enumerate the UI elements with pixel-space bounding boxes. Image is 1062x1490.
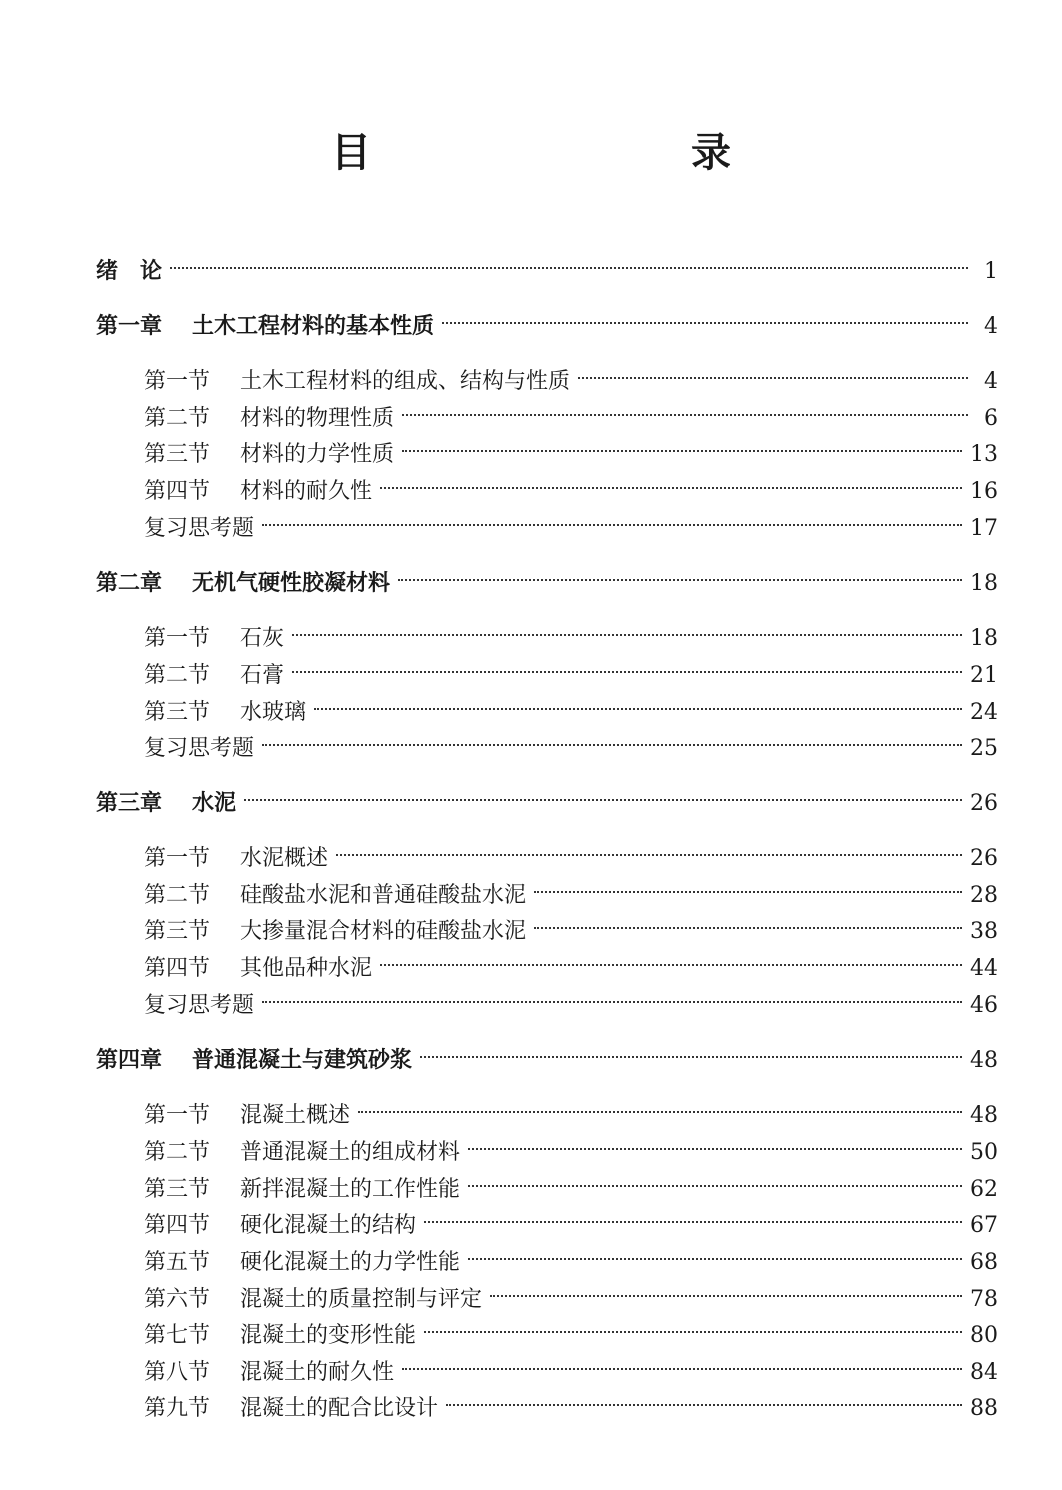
toc-section-entry[interactable] bbox=[144, 1092, 998, 1128]
entry-page-number: 26 bbox=[970, 791, 998, 816]
entry-title: 普通混凝土与建筑砂浆 bbox=[192, 1048, 413, 1073]
entry-page-number: 18 bbox=[970, 626, 998, 651]
toc-chapter-entry[interactable] bbox=[96, 248, 998, 284]
entry-number: 复习思考题 bbox=[144, 516, 255, 541]
entry-number: 第三节 bbox=[144, 919, 211, 944]
entry-number: 第一节 bbox=[144, 626, 211, 651]
entry-title: 混凝土的质量控制与评定 bbox=[240, 1287, 483, 1312]
entry-number: 复习思考题 bbox=[144, 993, 255, 1018]
entry-page-number: 4 bbox=[984, 369, 998, 394]
entry-page-number: 46 bbox=[970, 993, 998, 1018]
entry-number: 第一节 bbox=[144, 369, 211, 394]
entry-page-number: 50 bbox=[970, 1140, 998, 1165]
toc-section-entry[interactable] bbox=[144, 615, 998, 651]
toc-chapter-entry[interactable] bbox=[96, 303, 998, 339]
entry-number: 第四节 bbox=[144, 956, 211, 981]
entry-number: 第二章 bbox=[96, 571, 163, 596]
toc-section-entry[interactable] bbox=[144, 652, 998, 688]
toc-section-entry[interactable] bbox=[144, 982, 998, 1018]
entry-title: 大掺量混合材料的硅酸盐水泥 bbox=[240, 919, 527, 944]
entry-title: 土木工程材料的基本性质 bbox=[192, 314, 435, 339]
entry-title: 混凝土的耐久性 bbox=[240, 1360, 395, 1385]
entry-title: 材料的物理性质 bbox=[240, 406, 395, 431]
dot-leader bbox=[490, 1276, 962, 1306]
entry-number: 第三节 bbox=[144, 1177, 211, 1202]
entry-title: 普通混凝土的组成材料 bbox=[240, 1140, 461, 1165]
entry-number: 第三节 bbox=[144, 700, 211, 725]
entry-title: 材料的耐久性 bbox=[240, 479, 373, 504]
toc-section-entry[interactable] bbox=[144, 505, 998, 541]
dot-leader bbox=[424, 1202, 962, 1232]
toc-section-entry[interactable] bbox=[144, 358, 998, 394]
toc-section-entry[interactable] bbox=[144, 945, 998, 981]
entry-title: 硬化混凝土的结构 bbox=[240, 1213, 417, 1238]
dot-leader bbox=[314, 689, 962, 719]
dot-leader bbox=[534, 872, 962, 902]
entry-number: 第四节 bbox=[144, 1213, 211, 1238]
dot-leader bbox=[578, 358, 968, 388]
dot-leader bbox=[262, 505, 962, 535]
entry-title: 硅酸盐水泥和普通硅酸盐水泥 bbox=[240, 883, 527, 908]
page-title: 目 录 bbox=[331, 130, 811, 176]
dot-leader bbox=[262, 982, 962, 1012]
entry-number: 第一节 bbox=[144, 1103, 211, 1128]
entry-page-number: 68 bbox=[970, 1250, 998, 1275]
entry-page-number: 80 bbox=[970, 1323, 998, 1348]
entry-page-number: 1 bbox=[984, 259, 998, 284]
entry-number: 第一章 bbox=[96, 314, 163, 339]
entry-page-number: 18 bbox=[970, 571, 998, 596]
dot-leader bbox=[468, 1129, 962, 1159]
toc-chapter-entry[interactable] bbox=[96, 560, 998, 596]
entry-title: 水泥 bbox=[192, 791, 237, 816]
entry-page-number: 88 bbox=[970, 1396, 998, 1421]
entry-number: 第六节 bbox=[144, 1287, 211, 1312]
toc-section-entry[interactable] bbox=[144, 468, 998, 504]
dot-leader bbox=[244, 780, 962, 810]
entry-page-number: 38 bbox=[970, 919, 998, 944]
toc-section-entry[interactable] bbox=[144, 835, 998, 871]
entry-page-number: 62 bbox=[970, 1177, 998, 1202]
dot-leader bbox=[336, 835, 962, 865]
entry-page-number: 48 bbox=[970, 1103, 998, 1128]
entry-number: 第三章 bbox=[96, 791, 163, 816]
entry-page-number: 84 bbox=[970, 1360, 998, 1385]
entry-title: 混凝土的配合比设计 bbox=[240, 1396, 439, 1421]
entry-number: 第四节 bbox=[144, 479, 211, 504]
toc-section-entry[interactable] bbox=[144, 725, 998, 761]
dot-leader bbox=[468, 1166, 962, 1196]
toc-section-entry[interactable] bbox=[144, 1385, 998, 1421]
entry-number: 第四章 bbox=[96, 1048, 163, 1073]
entry-title: 土木工程材料的组成、结构与性质 bbox=[240, 369, 571, 394]
dot-leader bbox=[380, 468, 962, 498]
entry-title: 其他品种水泥 bbox=[240, 956, 373, 981]
entry-title: 无机气硬性胶凝材料 bbox=[192, 571, 391, 596]
entry-number: 第二节 bbox=[144, 663, 211, 688]
entry-page-number: 4 bbox=[984, 314, 998, 339]
entry-number: 绪 论 bbox=[96, 259, 163, 284]
toc-section-entry[interactable] bbox=[144, 1276, 998, 1312]
dot-leader bbox=[424, 1312, 962, 1342]
entry-title: 混凝土概述 bbox=[240, 1103, 351, 1128]
entry-page-number: 28 bbox=[970, 883, 998, 908]
entry-page-number: 13 bbox=[970, 442, 998, 467]
entry-title: 水玻璃 bbox=[240, 700, 307, 725]
dot-leader bbox=[358, 1092, 962, 1122]
dot-leader bbox=[292, 615, 962, 645]
dot-leader bbox=[402, 395, 968, 425]
entry-page-number: 6 bbox=[984, 406, 998, 431]
entry-title: 硬化混凝土的力学性能 bbox=[240, 1250, 461, 1275]
entry-number: 复习思考题 bbox=[144, 736, 255, 761]
entry-title: 混凝土的变形性能 bbox=[240, 1323, 417, 1348]
toc-section-entry[interactable] bbox=[144, 1349, 998, 1385]
dot-leader bbox=[262, 725, 962, 755]
toc-section-entry[interactable] bbox=[144, 1129, 998, 1165]
entry-number: 第二节 bbox=[144, 1140, 211, 1165]
dot-leader bbox=[402, 431, 962, 461]
toc-section-entry[interactable] bbox=[144, 1312, 998, 1348]
dot-leader bbox=[446, 1385, 962, 1415]
dot-leader bbox=[292, 652, 962, 682]
entry-page-number: 26 bbox=[970, 846, 998, 871]
toc-section-entry[interactable] bbox=[144, 1202, 998, 1238]
dot-leader bbox=[380, 945, 962, 975]
entry-number: 第七节 bbox=[144, 1323, 211, 1348]
entry-title: 石灰 bbox=[240, 626, 285, 651]
dot-leader bbox=[170, 248, 968, 278]
entry-page-number: 24 bbox=[970, 700, 998, 725]
entry-page-number: 25 bbox=[970, 736, 998, 761]
entry-title: 新拌混凝土的工作性能 bbox=[240, 1177, 461, 1202]
dot-leader bbox=[442, 303, 968, 333]
toc-section-entry[interactable] bbox=[144, 1166, 998, 1202]
entry-title: 水泥概述 bbox=[240, 846, 329, 871]
entry-number: 第八节 bbox=[144, 1360, 211, 1385]
entry-page-number: 44 bbox=[970, 956, 998, 981]
toc-section-entry[interactable] bbox=[144, 1239, 998, 1275]
entry-number: 第九节 bbox=[144, 1396, 211, 1421]
entry-page-number: 21 bbox=[970, 663, 998, 688]
entry-title: 石膏 bbox=[240, 663, 285, 688]
entry-number: 第五节 bbox=[144, 1250, 211, 1275]
entry-page-number: 48 bbox=[970, 1048, 998, 1073]
toc-chapter-entry[interactable] bbox=[96, 780, 998, 816]
entry-title: 材料的力学性质 bbox=[240, 442, 395, 467]
toc-section-entry[interactable] bbox=[144, 689, 998, 725]
entry-page-number: 16 bbox=[970, 479, 998, 504]
dot-leader bbox=[402, 1349, 962, 1379]
entry-page-number: 67 bbox=[970, 1213, 998, 1238]
entry-page-number: 17 bbox=[970, 516, 998, 541]
entry-number: 第二节 bbox=[144, 406, 211, 431]
dot-leader bbox=[468, 1239, 962, 1269]
toc-section-entry[interactable] bbox=[144, 908, 998, 944]
toc-section-entry[interactable] bbox=[144, 431, 998, 467]
toc-chapter-entry[interactable] bbox=[96, 1037, 998, 1073]
toc-section-entry[interactable] bbox=[144, 395, 998, 431]
toc-section-entry[interactable] bbox=[144, 872, 998, 908]
entry-number: 第三节 bbox=[144, 442, 211, 467]
entry-number: 第一节 bbox=[144, 846, 211, 871]
entry-number: 第二节 bbox=[144, 883, 211, 908]
dot-leader bbox=[398, 560, 962, 590]
dot-leader bbox=[534, 908, 962, 938]
entry-page-number: 78 bbox=[970, 1287, 998, 1312]
dot-leader bbox=[420, 1037, 962, 1067]
